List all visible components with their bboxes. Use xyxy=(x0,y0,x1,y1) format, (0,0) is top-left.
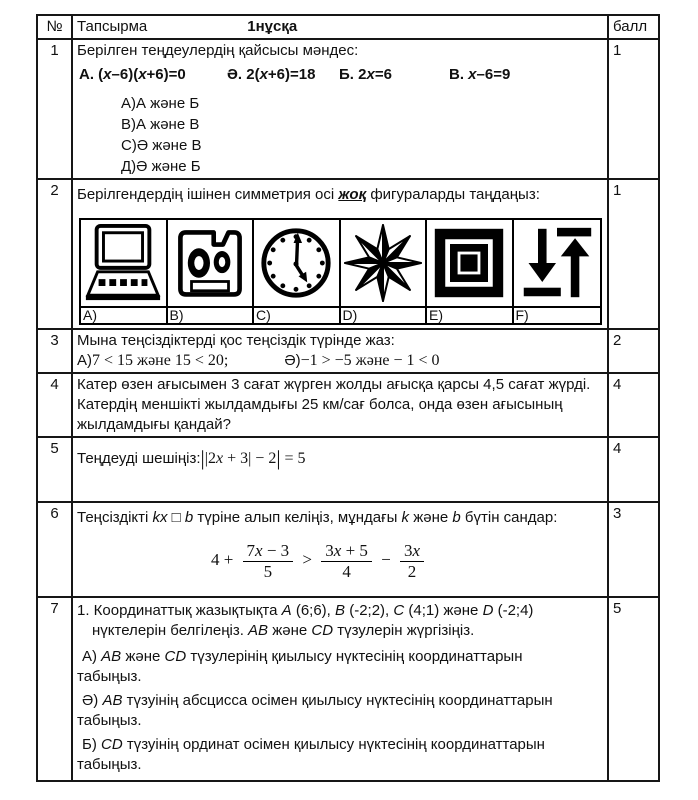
task6-intro: Теңсіздікті kx □ b түріне алып келіңіз, мұндағы k және b бүтін сандар: xyxy=(77,509,558,526)
figure-label: F) xyxy=(515,307,529,323)
fraction-1 xyxy=(243,540,294,582)
equation-a: А. (x–6)(x+6)=0 xyxy=(79,66,186,83)
figure-cell-d xyxy=(341,220,428,323)
task3-inequalities xyxy=(77,351,603,371)
task1-options xyxy=(121,93,603,177)
task2-intro: Берілгендердің ішінен симметрия осі жоқ фигураларды таңдаңыз: xyxy=(77,186,540,203)
task1-equations xyxy=(79,65,603,85)
figures-table xyxy=(79,218,602,325)
task-number: 5 xyxy=(37,437,72,502)
answer-option: А)А және Б xyxy=(121,95,200,112)
task-score: 4 xyxy=(608,437,659,502)
fraction-3-numerator: 3x xyxy=(400,540,424,562)
formula-op2: − xyxy=(381,549,391,569)
task-score: 1 xyxy=(608,39,659,179)
eight-point-star-icon xyxy=(341,220,426,308)
figure-cell-e xyxy=(427,220,514,323)
tasks-table xyxy=(36,14,660,782)
task-row-3 xyxy=(37,329,659,373)
formula-op1: > xyxy=(302,549,313,569)
figure-cell-c xyxy=(254,220,341,323)
figure-cell-a xyxy=(81,220,168,323)
clock-icon xyxy=(254,220,339,308)
task-score: 2 xyxy=(608,329,659,373)
abs-rhs: = 5 xyxy=(280,450,306,467)
task-number: 1 xyxy=(37,39,72,179)
task7-statement: 1. Координаттық жазықтықта A (6;6), B (-2;2), C (4;1) және D (-2;4) нүктелерін белгілеңіз. AB және CD түзулерін жүргізіңіз. xyxy=(77,602,534,639)
task-cell-1 xyxy=(72,39,608,179)
equation-v: В. x–6=9 xyxy=(449,66,511,83)
part-a-math: 7 < 15 және 15 < 20; xyxy=(92,352,229,369)
figure-label: B) xyxy=(169,307,184,323)
abs-inner: |2x + 3| − 2 xyxy=(204,450,277,467)
task-score: 3 xyxy=(608,502,659,597)
figure-label: C) xyxy=(256,307,271,323)
task-cell-4 xyxy=(72,373,608,437)
task1-intro: Берілген теңдеулердің қайсысы мәндес: xyxy=(77,42,359,59)
task-cell-7 xyxy=(72,597,608,781)
task-cell-3 xyxy=(72,329,608,373)
task-number: 4 xyxy=(37,373,72,437)
task-row-7 xyxy=(37,597,659,781)
table-header-row xyxy=(37,15,659,39)
part-a-label: А) xyxy=(77,352,92,369)
task-number: 7 xyxy=(37,597,72,781)
task-row-6 xyxy=(37,502,659,597)
fraction-2 xyxy=(321,540,372,582)
up-down-arrows-icon xyxy=(514,220,601,308)
task6-formula xyxy=(77,540,563,582)
abs-bar-open: | xyxy=(200,446,205,470)
variant-label: 1нұсқа xyxy=(247,18,298,35)
part-b-label: Ә) xyxy=(284,352,301,369)
fraction-1-denominator: 5 xyxy=(263,562,273,581)
task-score: 4 xyxy=(608,373,659,437)
task-row-1 xyxy=(37,39,659,179)
equation-a2: Ә. 2(x+6)=18 xyxy=(227,66,316,83)
col-header-number: № xyxy=(37,15,72,39)
fraction-1-numerator: 7x − 3 xyxy=(243,540,294,562)
task4-text: Катер өзен ағысымен 3 сағат жүрген жолды ағысқа қарсы 4,5 сағат жүрді. Катердің меншікті жылдамдығы 25 км/сағ болса, онда өзен ағысының жылдамдығы қандай? xyxy=(77,376,591,433)
task7-part-a: А) AB және CD түзулерінің қиылысу нүктесінің координаттарын табыңыз. xyxy=(77,648,523,685)
task-row-4 xyxy=(37,373,659,437)
task3-intro: Мына теңсіздіктерді қос теңсіздік түрінде жаз: xyxy=(77,332,395,349)
figure-cell-b xyxy=(168,220,255,323)
task7-part-b: Б) CD түзуінің ординат осімен қиылысу нүктесінің координаттарын табыңыз. xyxy=(77,736,545,773)
task-header-label: Тапсырма xyxy=(77,18,148,35)
task-cell-5 xyxy=(72,437,608,502)
answer-option: С)Ә және В xyxy=(121,137,202,154)
task7-part-a2: Ә) AB түзуінің абсцисса осімен қиылысу нүктесінің координаттарын табыңыз. xyxy=(77,692,553,729)
figure-cell-f xyxy=(514,220,601,323)
part-b-math: −1 > −5 және − 1 < 0 xyxy=(300,352,440,369)
task-number: 2 xyxy=(37,179,72,329)
col-header-task xyxy=(72,15,608,39)
cassette-icon xyxy=(168,220,253,308)
answer-option: Д)Ә және Б xyxy=(121,158,201,175)
computer-icon xyxy=(81,220,166,308)
fraction-3 xyxy=(400,540,424,582)
col-header-score: балл xyxy=(608,15,659,39)
figure-label: E) xyxy=(429,307,443,323)
concentric-squares-icon xyxy=(427,220,512,308)
task-row-2 xyxy=(37,179,659,329)
figure-label: A) xyxy=(83,307,97,323)
task-cell-6 xyxy=(72,502,608,597)
task5-label: Теңдеуді шешіңіз: xyxy=(77,450,201,467)
equation-b: Б. 2x=6 xyxy=(339,66,392,83)
answer-option: В)А және В xyxy=(121,116,200,133)
task-row-5 xyxy=(37,437,659,502)
abs-bar-close: | xyxy=(276,446,281,470)
fraction-2-numerator: 3x + 5 xyxy=(321,540,372,562)
task-number: 3 xyxy=(37,329,72,373)
task-number: 6 xyxy=(37,502,72,597)
task-cell-2 xyxy=(72,179,608,329)
fraction-3-denominator: 2 xyxy=(407,562,417,581)
figure-label: D) xyxy=(342,307,358,323)
task-score: 1 xyxy=(608,179,659,329)
formula-lead: 4 + xyxy=(210,549,234,569)
fraction-2-denominator: 4 xyxy=(342,562,351,581)
task-score: 5 xyxy=(608,597,659,781)
task5-equation-line xyxy=(77,448,603,469)
